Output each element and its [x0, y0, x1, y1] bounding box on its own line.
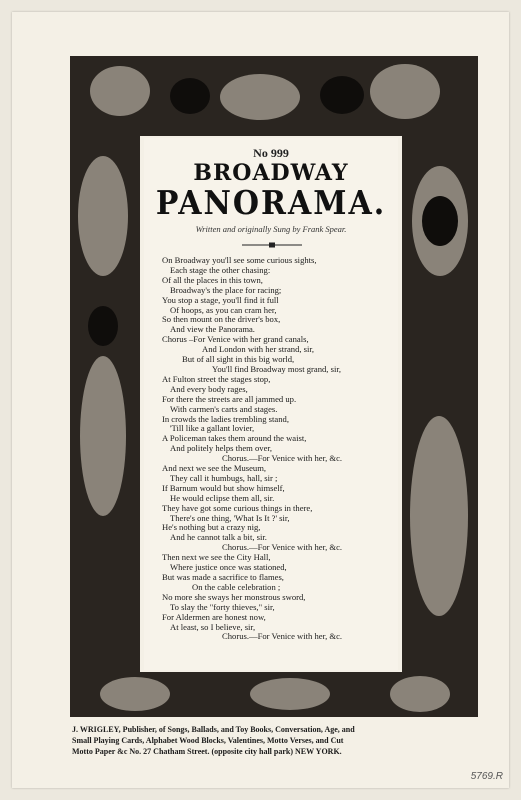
- title-line-1: BROADWAY: [193, 160, 349, 186]
- publisher-imprint: [72, 724, 482, 757]
- lyric-line: And view the Panorama.: [170, 324, 255, 335]
- lyric-line: If Barnum would but show himself,: [162, 482, 285, 493]
- lyric-line: For there the streets are all jammed up.: [162, 393, 297, 404]
- lyric-line: There's one thing, 'What Is It ?' sir,: [170, 512, 290, 523]
- lyric-line: With carmen's carts and stages.: [170, 403, 278, 414]
- title-line-2: PANORAMA.: [155, 184, 387, 223]
- lyric-line: For Aldermen are honest now,: [162, 611, 266, 622]
- lyric-line: He would eclipse them all, sir.: [170, 492, 275, 503]
- lyric-line: Each stage the other chasing:: [170, 264, 271, 275]
- bottom-woodcut-border: [70, 672, 478, 717]
- imprint-line-3: Motto Paper &c No. 27 Chatham Street. (opposite city hall park) NEW YORK.: [72, 747, 342, 756]
- lyric-line: Chorus.—For Venice with her, &c.: [222, 453, 343, 464]
- lyric-line: Of all the places in this town,: [162, 274, 263, 285]
- byline: Written and originally Sung by Frank Spear.: [195, 224, 347, 234]
- lyric-line: Then next we see the City Hall,: [162, 552, 271, 563]
- lyric-line: At least, so I believe, sir,: [170, 621, 256, 632]
- ornamental-rule: [242, 242, 302, 248]
- lyric-line: Chorus.—For Venice with her, &c.: [222, 542, 343, 553]
- lyric-line: You stop a stage, you'll find it full: [162, 294, 279, 305]
- lyric-line: 'Till like a gallant lovier,: [170, 423, 255, 434]
- lyric-line: At Fulton street the stages stop,: [162, 373, 271, 384]
- lyric-line: They have got some curious things in there,: [162, 502, 313, 513]
- lyric-line: And every body rages,: [170, 383, 248, 394]
- catalog-mark: 5769.R: [470, 771, 503, 782]
- lyric-line: But was made a sacrifice to flames,: [162, 572, 284, 582]
- imprint-line-2: Small Playing Cards, Alphabet Wood Blocks, Valentines, Motto Verses, and Cut: [72, 736, 344, 745]
- lyrics: [162, 256, 398, 642]
- lyric-line: You'll find Broadway most grand, sir,: [212, 363, 341, 374]
- lyric-line: And next we see the Museum,: [162, 463, 267, 474]
- broadside-sheet: [12, 12, 509, 788]
- song-number: No 999: [253, 146, 289, 160]
- lyric-line: Chorus.—For Venice with her, &c.: [222, 631, 343, 642]
- song-panel: [144, 138, 398, 670]
- imprint-line-1: J. WRIGLEY, Publisher, of Songs, Ballads, and Toy Books, Conversation, Age, and: [72, 725, 355, 734]
- left-woodcut-border: [70, 136, 140, 672]
- right-woodcut-border: [402, 136, 478, 672]
- lyric-line: But of all sight in this big world,: [182, 354, 295, 365]
- lyric-line: He's nothing but a crazy nig,: [162, 522, 261, 533]
- lyric-line: And he cannot talk a bit, sir.: [170, 532, 267, 543]
- lyric-line: On the cable celebration ;: [192, 581, 281, 592]
- lyric-line: In crowds the ladies trembling stand,: [162, 413, 289, 424]
- lyric-line: Where justice once was stationed,: [170, 562, 287, 573]
- lyric-line: On Broadway you'll see some curious sights,: [162, 255, 317, 265]
- lyric-line: No more she sways her monstrous sword,: [162, 591, 306, 602]
- lyric-line: To slay the "forty thieves," sir,: [170, 601, 275, 612]
- lyric-line: So then mount on the driver's box,: [162, 314, 281, 325]
- lyric-line: They call it humbugs, hall, sir ;: [170, 472, 278, 483]
- lyric-line: Broadway's the place for racing;: [170, 284, 282, 295]
- lyric-line: A Policeman takes them around the waist,: [162, 433, 307, 444]
- top-woodcut-border: [70, 56, 478, 136]
- lyric-line: And London with her strand, sir,: [202, 344, 315, 355]
- lyric-line: Chorus –For Venice with her grand canals,: [162, 334, 309, 345]
- lyric-line: Of hoops, as you can cram her,: [170, 304, 277, 315]
- lyric-line: And politely helps them over,: [170, 443, 273, 454]
